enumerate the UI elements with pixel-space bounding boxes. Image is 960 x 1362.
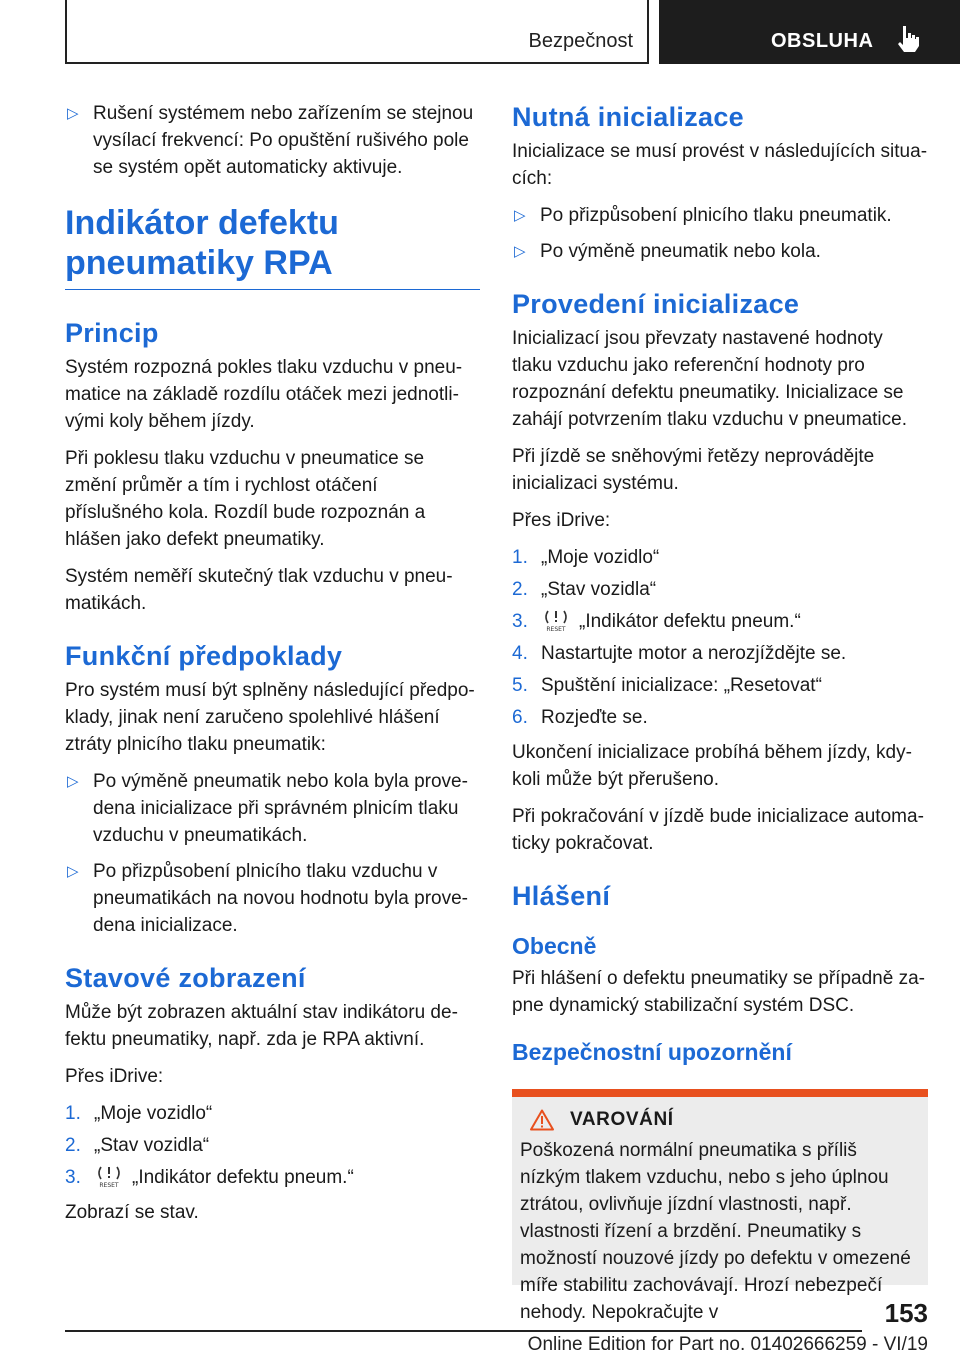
list-item: ▷ Rušení systémem nebo zařízením se stejnou vysílací frekvencí: Po opuštění rušivého pole se systém opět automaticky aktivuje. (65, 100, 480, 181)
heading-perform-init: Provedení inicializace (512, 289, 800, 319)
step-item: 3. RESET „Indikátor defektu pneum.“ (512, 611, 801, 633)
list-item: ▷ Po výměně pneumatik nebo kola byla provedena inicializace při správném plnicím tlaku vzduchu v pneumatikách. (65, 768, 480, 849)
paragraph: Zobrazí se stav. (65, 1202, 199, 1223)
paragraph: Může být zobrazen aktuální stav indikátoru defektu pneumatiky, např. zda je RPA aktivní. (65, 1002, 458, 1050)
warning-triangle-icon (530, 1109, 554, 1131)
bullet-list (65, 100, 480, 181)
hand-pointer-icon (895, 24, 921, 54)
chapter-title: OBSLUHA (771, 30, 874, 52)
paragraph: Při pokračování v jízdě bude inicializace automaticky pokračovat. (512, 806, 924, 854)
list-item: ▷ Po přizpůsobení plnicího tlaku vzduchu v pneumatikách na novou hodnotu byla provedena inicializace. (65, 858, 480, 939)
step-item: 5. Spuštění inicializace: „Resetovat“ (512, 675, 822, 696)
paragraph: Při jízdě se sněhovými řetězy neprovádějte inicializaci systému. (512, 446, 875, 494)
svg-text:RESET: RESET (546, 626, 566, 633)
triangle-bullet-icon: ▷ (514, 207, 526, 224)
tire-reset-icon (96, 1165, 122, 1189)
triangle-bullet-icon: ▷ (67, 773, 79, 790)
page-number: 153 (884, 1298, 928, 1328)
heading-principle: Princip (65, 318, 159, 348)
left-column (65, 100, 480, 1236)
chapter-tab (659, 0, 960, 64)
list-item: ▷ Po výměně pneumatik nebo kola. (512, 238, 928, 265)
step-item: 4. Nastartujte motor a nerozjíždějte se. (512, 643, 847, 664)
triangle-bullet-icon: ▷ (514, 243, 526, 260)
section-tab (65, 0, 649, 64)
paragraph: Systém neměří skutečný tlak vzduchu v pneumatikách. (65, 566, 453, 614)
heading-needed-init: Nutná inicializace (512, 102, 744, 132)
paragraph: Inicializace se musí provést v následujících situacích: (512, 141, 928, 189)
main-heading: Indikátor defektu pneumatiky RPA (65, 203, 480, 290)
footer-divider (65, 1330, 862, 1332)
subheading-safety: Bezpečnostní upozornění (512, 1039, 792, 1065)
bullet-list (512, 202, 928, 265)
warning-header (520, 1109, 920, 1131)
step-item: 6. Rozjeďte se. (512, 707, 648, 728)
warning-title: VAROVÁNÍ (570, 1109, 674, 1130)
triangle-bullet-icon: ▷ (67, 105, 79, 122)
paragraph: Ukončení inicializace probíhá během jízdy, kdykoli může být přerušeno. (512, 742, 912, 790)
triangle-bullet-icon: ▷ (67, 863, 79, 880)
tire-reset-icon (543, 609, 569, 633)
page-footer (0, 1290, 960, 1362)
list-item: ▷ Po přizpůsobení plnicího tlaku pneumatik. (512, 202, 928, 229)
paragraph: Systém rozpozná pokles tlaku vzduchu v pneumatice na základě rozdílu otáček mezi jednotlivými koly během jízdy. (65, 357, 463, 432)
step-list (512, 544, 928, 731)
page-header (0, 0, 960, 66)
bullet-list (65, 768, 480, 939)
step-item: 2. „Stav vozidla“ (65, 1135, 210, 1156)
step-item: 3. RESET „Indikátor defektu pneum.“ (65, 1167, 354, 1189)
heading-requirements: Funkční předpoklady (65, 641, 343, 671)
edition-note: Online Edition for Part no. 01402666259 - VI/19 (527, 1334, 928, 1355)
paragraph: Při hlášení o defektu pneumatiky se případně zapne dynamický stabilizační systém DSC. (512, 968, 925, 1016)
paragraph: Přes iDrive: (65, 1066, 164, 1087)
paragraph: Přes iDrive: (512, 510, 611, 531)
step-item: 1. „Moje vozidlo“ (65, 1103, 213, 1124)
svg-text:RESET: RESET (99, 1182, 119, 1189)
step-item: 2. „Stav vozidla“ (512, 579, 657, 600)
heading-messages: Hlášení (512, 881, 611, 911)
subheading-general: Obecně (512, 933, 597, 959)
paragraph: Při poklesu tlaku vzduchu v pneumatice se změní průměr a tím i rychlost otáčení příslušného kola. Rozdíl bude rozpoznán a hlášen jako defekt pneumatiky. (65, 448, 426, 550)
warning-text: Poškozená normální pneumatika s příliš nízkým tlakem vzduchu, nebo s jeho úplnou ztrátou, ovlivňuje jízdní vlastnosti, např. vlastnosti řízení a brzdění. Pneumatiky s možností nouzové jízdy po defektu v omezené míře stabilitu zachovávají. Hrozí nebezpečí nehody. Nepokračujte v (520, 1140, 911, 1323)
step-list (65, 1100, 480, 1191)
heading-status: Stavové zobrazení (65, 963, 306, 993)
paragraph: Pro systém musí být splněny následující předpoklady, jinak není zaručeno spolehlivé hlášení ztráty plnicího tlaku pneumatik: (65, 680, 475, 755)
section-title: Bezpečnost (528, 30, 633, 52)
step-item: 1. „Moje vozidlo“ (512, 547, 660, 568)
paragraph: Inicializací jsou převzaty nastavené hodnoty tlaku vzduchu jako referenční hodnoty pro rozpoznání defektu pneumatiky. Inicializace se zahájí potvrzením tlaku vzduchu v pneumatice. (512, 328, 907, 430)
